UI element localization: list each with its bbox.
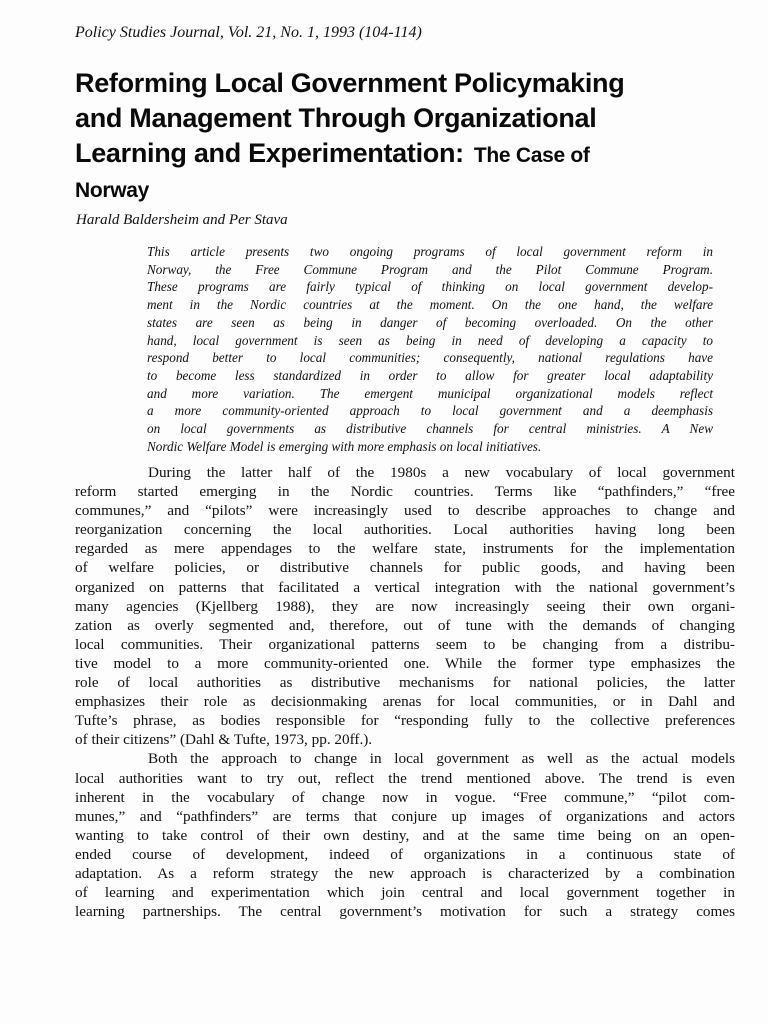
body-line: many agencies (Kjellberg 1988), they are now increasingly seeing their own organi-: [75, 597, 735, 615]
abstract-line: Nordic Welfare Model is emerging with more emphasis on local initiatives.: [147, 438, 542, 454]
article-authors: Harald Baldersheim and Per Stava: [76, 212, 288, 228]
body-line: emphasizes their role as decisionmaking arenas for local communities, or in Dahl and: [75, 693, 735, 711]
abstract-line: hand, local government is seen as being in need of developing a capacity to: [147, 332, 713, 348]
body-line: of learning and experimentation which join central and local government together in: [75, 884, 735, 902]
body-line: communes,” and “pilots” were increasingly used to describe approaches to change and: [75, 502, 735, 520]
abstract-line: a more community-oriented approach to local government and a deemphasis: [147, 403, 713, 419]
abstract-line: states are seen as being in danger of becoming overloaded. On the other: [147, 314, 713, 330]
body-line: adaptation. As a reform strategy the new approach is characterized by a combination: [75, 864, 735, 882]
body-text: [75, 463, 735, 921]
title-line: Reforming Local Government Policymaking: [75, 68, 625, 98]
abstract-line: ment in the Nordic countries at the moment. On the one hand, the welfare: [147, 297, 713, 313]
body-line: organized on patterns that facilitated a vertical integration with the national government’s: [75, 578, 735, 596]
body-line: of welfare policies, or distributive channels for public goods, and having been: [75, 559, 735, 577]
body-line: local communities. Their organizational patterns seem to be changing from a distribu-: [75, 635, 735, 653]
body-line: reform started emerging in the Nordic countries. Terms like “pathfinders,” “free: [75, 483, 735, 501]
journal-citation: Policy Studies Journal, Vol. 21, No. 1, 1993 (104-114): [75, 24, 422, 41]
body-line: inherent in the vocabulary of change now in vogue. “Free commune,” “pilot com-: [75, 788, 735, 806]
abstract-line: This article presents two ongoing programs of local government reform in: [147, 244, 713, 259]
abstract-line: and more variation. The emergent municipal organizational models reflect: [147, 385, 713, 401]
abstract-line: Norway, the Free Commune Program and the Pilot Commune Program.: [147, 261, 713, 277]
abstract: [147, 243, 713, 455]
body-line: role of local authorities as distributive mechanisms for national policies, the latter: [75, 674, 735, 692]
body-line: tive model to a more community-oriented one. While the former type emphasizes the: [75, 654, 735, 672]
body-line: reorganization concerning the local authorities. Local authorities having long been: [75, 521, 735, 539]
abstract-line: These programs are fairly typical of thinking on local government develop-: [147, 279, 713, 295]
title-line: Norway: [75, 179, 150, 202]
body-line: local authorities want to try out, reflect the trend mentioned above. The trend is even: [75, 769, 735, 787]
body-line: zation as overly segmented and, therefore, out of tune with the demands of changing: [75, 616, 735, 634]
body-line: During the latter half of the 1980s a new vocabulary of local government: [148, 464, 735, 481]
body-line: learning partnerships. The central government’s motivation for such a strategy comes: [75, 903, 735, 921]
title-main: Learning and Experimentation:: [75, 138, 464, 168]
body-line: munes,” and “pathfinders” are terms that conjure up images of organizations and actors: [75, 807, 735, 825]
abstract-line: to become less standardized in order to allow for greater local adaptability: [147, 367, 713, 383]
title-subtitle: The Case of: [473, 144, 590, 167]
body-line: Tufte’s phrase, as bodies responsible for “responding fully to the collective preferences: [75, 712, 735, 730]
title-line: and Management Through Organizational: [75, 103, 597, 133]
title-line: [75, 136, 735, 173]
body-line: of their citizens” (Dahl & Tufte, 1973, pp. 20ff.).: [75, 731, 373, 749]
body-line: Both the approach to change in local government as well as the actual models: [148, 750, 735, 768]
abstract-line: respond better to local communities; consequently, national regulations have: [147, 350, 713, 366]
body-line: regarded as mere appendages to the welfare state, instruments for the implementation: [75, 540, 735, 558]
body-line: wanting to take control of their own destiny, and at the same time being on an open-: [75, 826, 735, 844]
body-line: ended course of development, indeed of organizations in a continuous state of: [75, 845, 735, 863]
article-title: [75, 66, 735, 208]
abstract-line: on local governments as distributive channels for central ministries. A New: [147, 421, 713, 437]
